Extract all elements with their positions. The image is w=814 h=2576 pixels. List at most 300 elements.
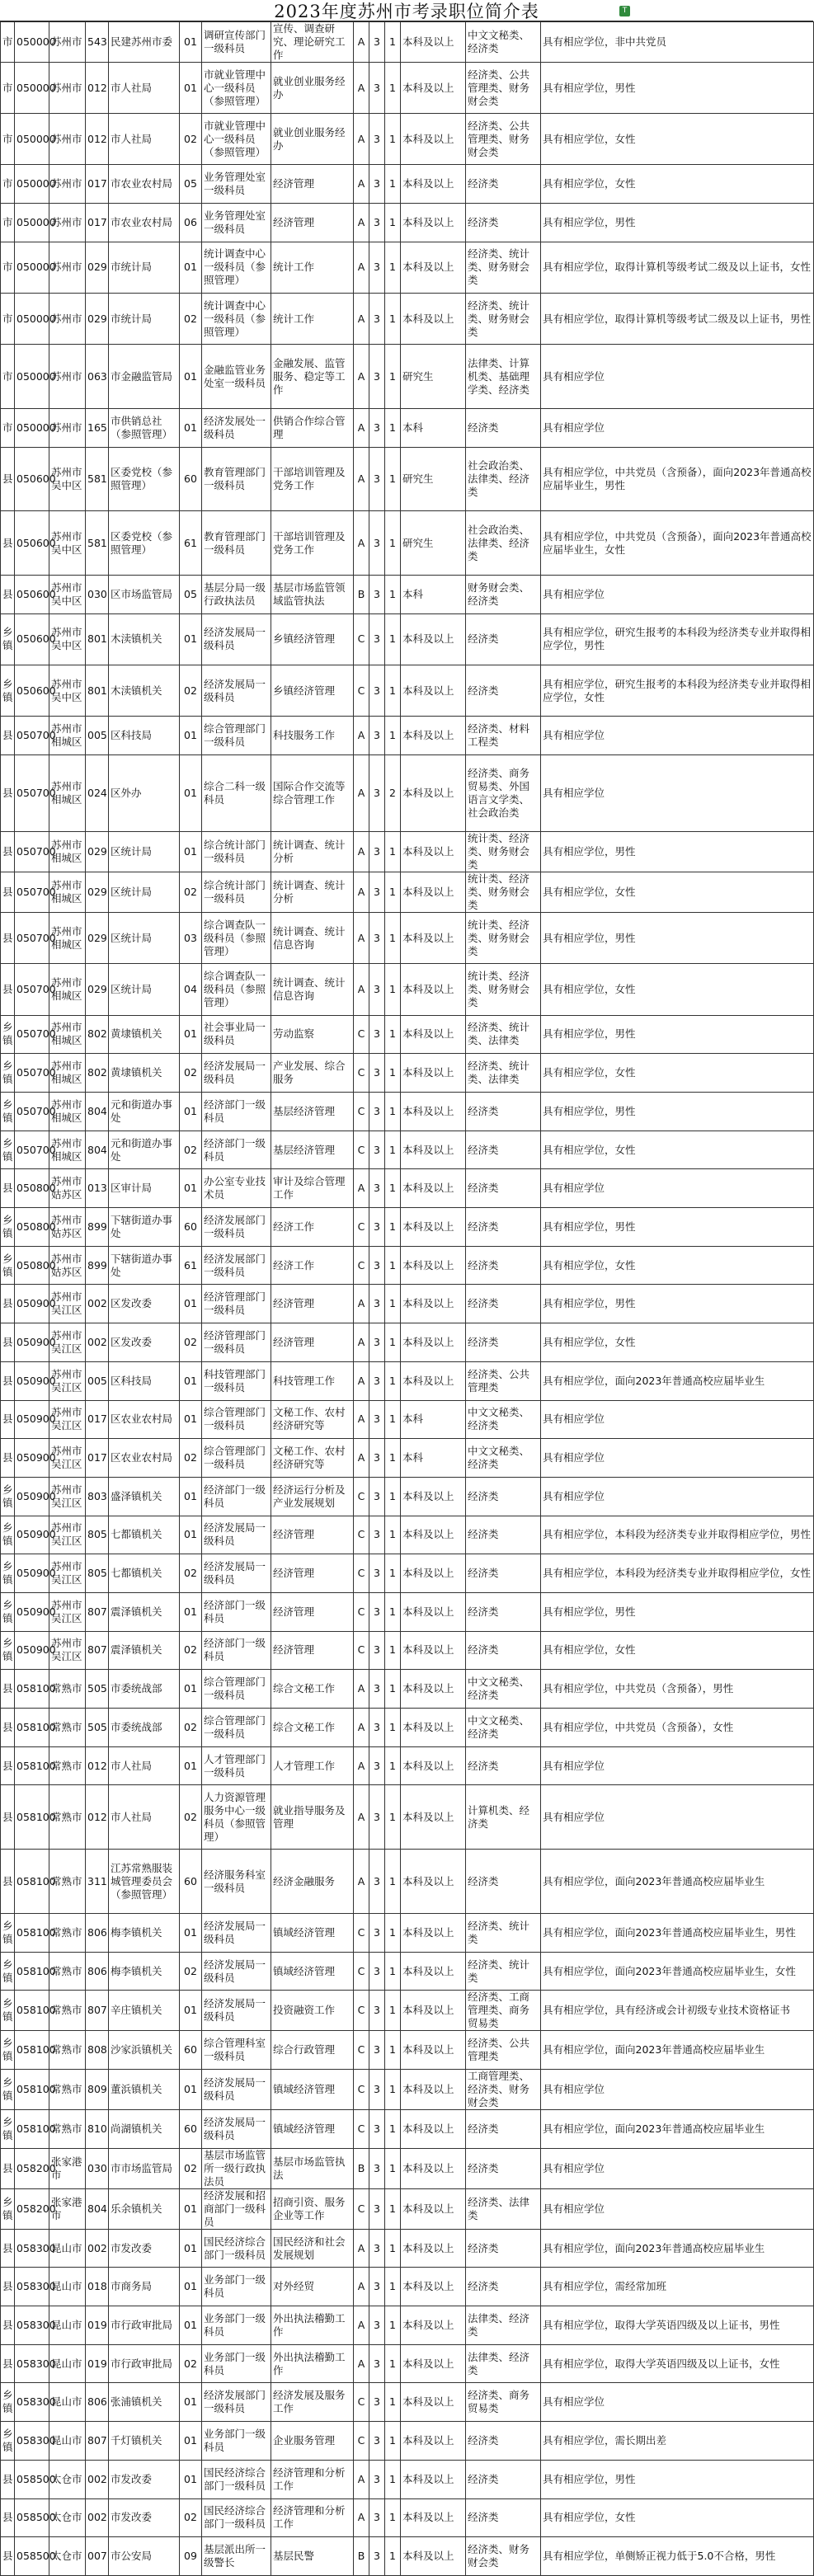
cell-major: 经济类 <box>466 1131 541 1169</box>
cell-duty: 综合文秘工作 <box>271 1670 354 1709</box>
cell-level: 县 <box>1 2498 15 2537</box>
cell-duty: 经济管理 <box>271 1592 354 1631</box>
cell-dept-code: 017 <box>86 1400 109 1439</box>
cell-pos-code: 02 <box>180 2148 202 2188</box>
cell-dept-code: 029 <box>86 293 109 344</box>
cell-position: 经济发展局一级科员 <box>202 1554 271 1593</box>
cell-major: 经济类 <box>466 1477 541 1516</box>
cell-dept: 区科技局 <box>109 1361 180 1400</box>
cell-level: 县 <box>1 2537 15 2576</box>
cell-duty: 文秘工作、农村经济研究等 <box>271 1400 354 1439</box>
cell-quota: 1 <box>385 293 401 344</box>
cell-exam-type: 3 <box>369 576 385 614</box>
cell-region-code: 058300 <box>15 2422 49 2461</box>
cell-major: 中文文秘类、经济类 <box>466 1439 541 1478</box>
cell-dept-code: 063 <box>86 345 109 409</box>
cell-region: 苏州市吴中区 <box>49 665 86 717</box>
cell-region: 常熟市 <box>49 1785 86 1850</box>
cell-requirement: 具有相应学位，面向2023年普通高校应届毕业生，女性 <box>541 1952 814 1991</box>
cell-level: 县 <box>1 2460 15 2498</box>
cell-pos-code: 60 <box>180 1850 202 1914</box>
cell-quota: 1 <box>385 165 401 204</box>
cell-duty: 统计调查、统计分析 <box>271 832 354 872</box>
cell-quota: 1 <box>385 1477 401 1516</box>
cell-level: 县 <box>1 913 15 964</box>
cell-education: 本科及以上 <box>401 2188 466 2229</box>
cell-dept: 市市场监管局 <box>109 2148 180 2188</box>
cell-level: 县 <box>1 1785 15 1850</box>
cell-dept: 区发改委 <box>109 1285 180 1323</box>
cell-education: 本科及以上 <box>401 1592 466 1631</box>
cell-requirement: 具有相应学位，男性 <box>541 832 814 872</box>
table-row <box>1 1952 814 1991</box>
cell-duty: 统计调查、统计分析 <box>271 872 354 913</box>
cell-level: 市 <box>1 22 15 63</box>
cell-category: C <box>354 1631 369 1670</box>
cell-region: 张家港市 <box>49 2148 86 2188</box>
cell-region-code: 050900 <box>15 1285 49 1323</box>
cell-duty: 企业服务管理 <box>271 2422 354 2461</box>
cell-requirement: 具有相应学位 <box>541 1169 814 1208</box>
cell-quota: 1 <box>385 2344 401 2383</box>
cell-category: C <box>354 1093 369 1131</box>
cell-dept: 辛庄镇机关 <box>109 1991 180 2031</box>
cell-dept: 区外办 <box>109 754 180 831</box>
cell-major: 经济类、统计类 <box>466 1913 541 1952</box>
cell-category: C <box>354 2188 369 2229</box>
cell-level: 乡镇 <box>1 2110 15 2149</box>
cell-category: A <box>354 345 369 409</box>
table-row <box>1 2110 814 2149</box>
cell-duty: 投资融资工作 <box>271 1991 354 2031</box>
cell-region-code: 050600 <box>15 447 49 511</box>
cell-position: 科技管理部门一级科员 <box>202 1361 271 1400</box>
table-row <box>1 2070 814 2110</box>
cell-exam-type: 3 <box>369 2537 385 2576</box>
table-row <box>1 242 814 293</box>
cell-pos-code: 02 <box>180 1323 202 1362</box>
cell-education: 本科及以上 <box>401 1709 466 1747</box>
cell-pos-code: 02 <box>180 1439 202 1478</box>
cell-level: 乡镇 <box>1 1131 15 1169</box>
table-row <box>1 1477 814 1516</box>
table-row <box>1 1246 814 1285</box>
cell-region-code: 058100 <box>15 2110 49 2149</box>
cell-region: 苏州市相城区 <box>49 1054 86 1093</box>
cell-dept: 董浜镇机关 <box>109 2070 180 2110</box>
cell-region: 常熟市 <box>49 1913 86 1952</box>
cell-dept-code: 029 <box>86 913 109 964</box>
cell-position: 经济发展部门一级科员 <box>202 1208 271 1247</box>
table-row <box>1 1516 814 1554</box>
cell-quota: 1 <box>385 1913 401 1952</box>
cell-duty: 文秘工作、农村经济研究等 <box>271 1439 354 1478</box>
cell-category: A <box>354 2268 369 2306</box>
cell-exam-type: 3 <box>369 913 385 964</box>
cell-dept-code: 029 <box>86 242 109 293</box>
cell-exam-type: 3 <box>369 22 385 63</box>
cell-exam-type: 3 <box>369 1709 385 1747</box>
cell-education: 本科及以上 <box>401 2110 466 2149</box>
cell-region-code: 058300 <box>15 2383 49 2422</box>
cell-duty: 统计调查、统计信息咨询 <box>271 964 354 1015</box>
cell-level: 乡镇 <box>1 1477 15 1516</box>
cell-category: B <box>354 2537 369 2576</box>
cell-dept-code: 505 <box>86 1709 109 1747</box>
cell-level: 乡镇 <box>1 1093 15 1131</box>
cell-quota: 1 <box>385 242 401 293</box>
cell-education: 本科及以上 <box>401 913 466 964</box>
cell-dept-code: 029 <box>86 872 109 913</box>
cell-dept: 市公安局 <box>109 2537 180 2576</box>
cell-category: A <box>354 2306 369 2345</box>
cell-pos-code: 60 <box>180 2110 202 2149</box>
table-row <box>1 832 814 872</box>
filter-icon[interactable]: T <box>619 6 630 16</box>
cell-duty: 外出执法稽勤工作 <box>271 2344 354 2383</box>
cell-quota: 1 <box>385 345 401 409</box>
cell-region: 苏州市吴江区 <box>49 1323 86 1362</box>
cell-dept: 市统计局 <box>109 293 180 344</box>
cell-dept: 张浦镇机关 <box>109 2383 180 2422</box>
cell-major: 经济类、统计类 <box>466 1952 541 1991</box>
cell-region-code: 050000 <box>15 22 49 63</box>
cell-category: C <box>354 1015 369 1054</box>
cell-dept-code: 029 <box>86 964 109 1015</box>
cell-quota: 1 <box>385 1516 401 1554</box>
table-row <box>1 2498 814 2537</box>
cell-education: 本科及以上 <box>401 22 466 63</box>
cell-requirement: 具有相应学位 <box>541 576 814 614</box>
cell-dept: 市人社局 <box>109 114 180 165</box>
cell-education: 本科及以上 <box>401 872 466 913</box>
cell-region-code: 050900 <box>15 1439 49 1478</box>
cell-category: A <box>354 63 369 114</box>
cell-requirement: 具有相应学位，男性 <box>541 1285 814 1323</box>
cell-region: 苏州市相城区 <box>49 1131 86 1169</box>
cell-category: C <box>354 2031 369 2070</box>
cell-position: 业务管理处室一级科员 <box>202 204 271 242</box>
table-row <box>1 1991 814 2031</box>
cell-region-code: 058100 <box>15 1785 49 1850</box>
cell-dept: 区农业农村局 <box>109 1400 180 1439</box>
cell-duty: 镇域经济管理 <box>271 1952 354 1991</box>
table-row <box>1 1054 814 1093</box>
cell-region-code: 058100 <box>15 1850 49 1914</box>
cell-pos-code: 01 <box>180 1477 202 1516</box>
cell-dept: 区市场监管局 <box>109 576 180 614</box>
cell-pos-code: 04 <box>180 964 202 1015</box>
cell-duty: 外出执法稽勤工作 <box>271 2306 354 2345</box>
cell-exam-type: 3 <box>369 1169 385 1208</box>
cell-region: 常熟市 <box>49 1850 86 1914</box>
cell-quota: 1 <box>385 1208 401 1247</box>
cell-duty: 经济管理 <box>271 165 354 204</box>
cell-region-code: 058500 <box>15 2537 49 2576</box>
cell-dept: 市人社局 <box>109 1746 180 1785</box>
cell-exam-type: 3 <box>369 1208 385 1247</box>
cell-region-code: 050900 <box>15 1477 49 1516</box>
cell-region-code: 050600 <box>15 511 49 576</box>
cell-education: 本科及以上 <box>401 1670 466 1709</box>
cell-major: 经济类 <box>466 1592 541 1631</box>
cell-category: A <box>354 1285 369 1323</box>
cell-category: A <box>354 2460 369 2498</box>
table-row <box>1 63 814 114</box>
cell-quota: 1 <box>385 22 401 63</box>
cell-education: 本科及以上 <box>401 2229 466 2268</box>
cell-pos-code: 09 <box>180 2537 202 2576</box>
cell-dept-code: 311 <box>86 1850 109 1914</box>
cell-dept-code: 802 <box>86 1054 109 1093</box>
cell-duty: 基层市场监管领域监管执法 <box>271 576 354 614</box>
cell-duty: 经济管理和分析工作 <box>271 2498 354 2537</box>
cell-dept-code: 013 <box>86 1169 109 1208</box>
cell-level: 县 <box>1 1746 15 1785</box>
cell-duty: 经济金融服务 <box>271 1850 354 1914</box>
cell-dept-code: 029 <box>86 832 109 872</box>
table-row <box>1 1746 814 1785</box>
table-row <box>1 204 814 242</box>
cell-pos-code: 01 <box>180 408 202 447</box>
cell-dept-code: 002 <box>86 2460 109 2498</box>
cell-dept-code: 030 <box>86 576 109 614</box>
cell-region: 张家港市 <box>49 2188 86 2229</box>
cell-level: 县 <box>1 1850 15 1914</box>
cell-major: 统计类、经济类、财务财会类 <box>466 832 541 872</box>
cell-pos-code: 01 <box>180 2070 202 2110</box>
cell-category: C <box>354 1913 369 1952</box>
cell-region: 昆山市 <box>49 2344 86 2383</box>
cell-quota: 1 <box>385 447 401 511</box>
cell-region-code: 058300 <box>15 2306 49 2345</box>
cell-quota: 1 <box>385 2537 401 2576</box>
cell-duty: 国民经济和社会发展规划 <box>271 2229 354 2268</box>
cell-category: A <box>354 1169 369 1208</box>
cell-level: 乡镇 <box>1 1631 15 1670</box>
cell-pos-code: 01 <box>180 832 202 872</box>
cell-requirement: 具有相应学位，本科段为经济类专业并取得相应学位，男性 <box>541 1516 814 1554</box>
cell-requirement: 具有相应学位，男性 <box>541 1015 814 1054</box>
cell-dept-code: 804 <box>86 2188 109 2229</box>
cell-education: 本科及以上 <box>401 2460 466 2498</box>
cell-region-code: 050900 <box>15 1400 49 1439</box>
cell-level: 县 <box>1 1439 15 1478</box>
cell-category: A <box>354 293 369 344</box>
cell-level: 县 <box>1 2344 15 2383</box>
cell-quota: 1 <box>385 2422 401 2461</box>
cell-dept: 江苏常熟服装城管理委员会（参照管理） <box>109 1850 180 1914</box>
cell-position: 经济发展和招商部门一级科员 <box>202 2188 271 2229</box>
cell-region-code: 050800 <box>15 1169 49 1208</box>
cell-pos-code: 02 <box>180 1952 202 1991</box>
cell-education: 本科及以上 <box>401 2422 466 2461</box>
cell-exam-type: 3 <box>369 1285 385 1323</box>
cell-duty: 产业发展、综合服务 <box>271 1054 354 1093</box>
cell-region-code: 050600 <box>15 665 49 717</box>
cell-education: 本科及以上 <box>401 1850 466 1914</box>
cell-quota: 1 <box>385 114 401 165</box>
cell-education: 研究生 <box>401 345 466 409</box>
cell-dept: 梅李镇机关 <box>109 1913 180 1952</box>
cell-region-code: 050000 <box>15 345 49 409</box>
cell-exam-type: 3 <box>369 1400 385 1439</box>
cell-category: C <box>354 2383 369 2422</box>
cell-duty: 经济管理 <box>271 1631 354 1670</box>
cell-category: B <box>354 2148 369 2188</box>
cell-requirement: 具有相应学位，研究生报考的本科段为经济类专业并取得相应学位，男性 <box>541 613 814 665</box>
cell-requirement: 具有相应学位，单侧矫正视力低于5.0不合格，男性 <box>541 2537 814 2576</box>
cell-pos-code: 01 <box>180 2422 202 2461</box>
cell-major: 经济类、财务财会类 <box>466 2537 541 2576</box>
cell-level: 乡镇 <box>1 2422 15 2461</box>
cell-major: 经济类 <box>466 1631 541 1670</box>
cell-pos-code: 60 <box>180 447 202 511</box>
cell-requirement: 具有相应学位，男性 <box>541 2460 814 2498</box>
cell-category: A <box>354 1400 369 1439</box>
cell-level: 市 <box>1 114 15 165</box>
cell-dept-code: 012 <box>86 63 109 114</box>
cell-category: C <box>354 665 369 717</box>
cell-duty: 劳动监察 <box>271 1015 354 1054</box>
cell-category: A <box>354 1850 369 1914</box>
table-row <box>1 1850 814 1914</box>
cell-region-code: 050000 <box>15 114 49 165</box>
cell-requirement: 具有相应学位，需长期出差 <box>541 2422 814 2461</box>
cell-level: 乡镇 <box>1 1054 15 1093</box>
cell-dept: 市农业农村局 <box>109 204 180 242</box>
cell-pos-code: 01 <box>180 22 202 63</box>
cell-category: A <box>354 1361 369 1400</box>
cell-region-code: 050700 <box>15 1093 49 1131</box>
cell-pos-code: 01 <box>180 1516 202 1554</box>
cell-exam-type: 3 <box>369 717 385 755</box>
cell-duty: 科技管理工作 <box>271 1361 354 1400</box>
table-row <box>1 1439 814 1478</box>
cell-quota: 1 <box>385 1952 401 1991</box>
table-row <box>1 2031 814 2070</box>
cell-category: A <box>354 717 369 755</box>
cell-quota: 1 <box>385 1323 401 1362</box>
cell-exam-type: 3 <box>369 2383 385 2422</box>
cell-exam-type: 3 <box>369 832 385 872</box>
cell-pos-code: 06 <box>180 204 202 242</box>
cell-pos-code: 01 <box>180 1093 202 1131</box>
cell-exam-type: 3 <box>369 2188 385 2229</box>
cell-pos-code: 60 <box>180 1208 202 1247</box>
cell-category: C <box>354 1516 369 1554</box>
cell-level: 县 <box>1 1285 15 1323</box>
cell-dept-code: 805 <box>86 1516 109 1554</box>
cell-duty: 金融发展、监管服务、稳定等工作 <box>271 345 354 409</box>
cell-pos-code: 01 <box>180 1169 202 1208</box>
cell-region: 苏州市姑苏区 <box>49 1169 86 1208</box>
cell-major: 经济类、统计类、法律类 <box>466 1054 541 1093</box>
cell-category: C <box>354 2110 369 2149</box>
cell-requirement: 具有相应学位，女性 <box>541 1054 814 1093</box>
cell-position: 经济发展处一级科员 <box>202 408 271 447</box>
cell-region: 常熟市 <box>49 1991 86 2031</box>
cell-duty: 经济发展及服务工作 <box>271 2383 354 2422</box>
cell-region-code: 050800 <box>15 1246 49 1285</box>
cell-pos-code: 01 <box>180 2460 202 2498</box>
cell-category: A <box>354 447 369 511</box>
cell-requirement: 具有相应学位，取得大学英语四级及以上证书，男性 <box>541 2306 814 2345</box>
cell-position: 业务部门一级科员 <box>202 2344 271 2383</box>
cell-education: 本科及以上 <box>401 165 466 204</box>
cell-region-code: 058200 <box>15 2148 49 2188</box>
cell-region: 昆山市 <box>49 2229 86 2268</box>
cell-category: C <box>354 1554 369 1593</box>
cell-duty: 经济运行分析及产业发展规划 <box>271 1477 354 1516</box>
cell-level: 乡镇 <box>1 2383 15 2422</box>
cell-exam-type: 3 <box>369 2268 385 2306</box>
cell-education: 本科及以上 <box>401 1015 466 1054</box>
cell-education: 本科及以上 <box>401 1323 466 1362</box>
cell-pos-code: 01 <box>180 613 202 665</box>
cell-duty: 统计工作 <box>271 242 354 293</box>
cell-exam-type: 3 <box>369 1785 385 1850</box>
cell-dept: 市人社局 <box>109 1785 180 1850</box>
cell-major: 经济类 <box>466 1516 541 1554</box>
cell-category: A <box>354 2229 369 2268</box>
cell-position: 基层分局一级行政执法员 <box>202 576 271 614</box>
cell-pos-code: 01 <box>180 63 202 114</box>
cell-duty: 经济管理 <box>271 1554 354 1593</box>
cell-major: 经济类 <box>466 2498 541 2537</box>
cell-level: 县 <box>1 2306 15 2345</box>
cell-duty: 就业创业服务经办 <box>271 114 354 165</box>
cell-education: 本科及以上 <box>401 2031 466 2070</box>
cell-position: 教育管理部门一级科员 <box>202 447 271 511</box>
cell-region: 苏州市相城区 <box>49 754 86 831</box>
job-table <box>0 21 814 2576</box>
cell-education: 本科及以上 <box>401 114 466 165</box>
cell-pos-code: 02 <box>180 1054 202 1093</box>
cell-exam-type: 3 <box>369 2422 385 2461</box>
table-row <box>1 717 814 755</box>
cell-region: 苏州市吴江区 <box>49 1592 86 1631</box>
cell-requirement: 具有相应学位 <box>541 2383 814 2422</box>
table-row <box>1 1323 814 1362</box>
cell-position: 经济部门一级科员 <box>202 1131 271 1169</box>
cell-region: 苏州市相城区 <box>49 1015 86 1054</box>
cell-level: 市 <box>1 204 15 242</box>
cell-exam-type: 3 <box>369 964 385 1015</box>
cell-duty: 经济工作 <box>271 1246 354 1285</box>
table-row <box>1 1709 814 1747</box>
cell-region: 苏州市 <box>49 22 86 63</box>
cell-duty: 综合行政管理 <box>271 2031 354 2070</box>
cell-dept-code: 808 <box>86 2031 109 2070</box>
cell-major: 经济类 <box>466 1285 541 1323</box>
cell-duty: 干部培训管理及党务工作 <box>271 511 354 576</box>
cell-major: 经济类 <box>466 665 541 717</box>
table-row <box>1 2306 814 2345</box>
cell-position: 综合管理部门一级科员 <box>202 1670 271 1709</box>
cell-quota: 1 <box>385 63 401 114</box>
cell-category: C <box>354 1054 369 1093</box>
cell-category: C <box>354 1208 369 1247</box>
cell-region: 太仓市 <box>49 2498 86 2537</box>
cell-requirement: 具有相应学位，女性 <box>541 1131 814 1169</box>
cell-level: 乡镇 <box>1 1952 15 1991</box>
cell-region-code: 050700 <box>15 913 49 964</box>
cell-level: 县 <box>1 1709 15 1747</box>
cell-position: 业务部门一级科员 <box>202 2306 271 2345</box>
cell-pos-code: 02 <box>180 665 202 717</box>
cell-dept-code: 002 <box>86 2498 109 2537</box>
